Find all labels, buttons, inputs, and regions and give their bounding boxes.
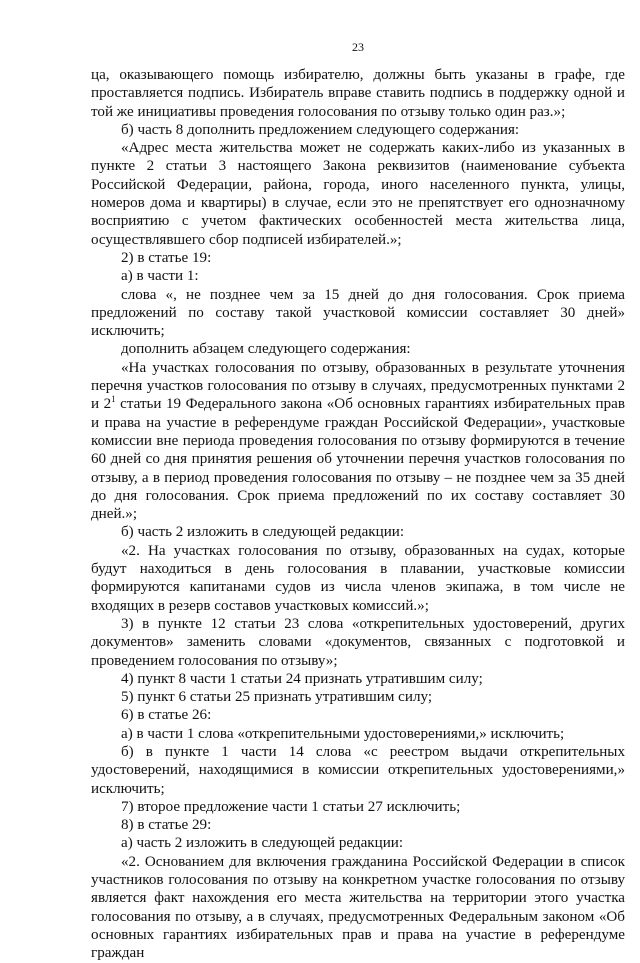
paragraph-text: статьи 19 Федерального закона «Об основных гарантиях избирательных прав и права на участие в референдуме граждан Российской Федерации», участковые комиссии вне периода проведения голосования по отзыву формируются в течение 60 дней со дня принятия решения об уточнении перечня участков голосования по отзыву, а в период проведения голосования по отзыву – не позднее чем за 35 дней до дня голосования. Срок приема предложений по их составу составляет 30 дней.»; <box>91 396 625 523</box>
paragraph: 4) пункт 8 части 1 статьи 24 признать утратившим силу; <box>121 670 483 687</box>
paragraph: «2. На участках голосования по отзыву, образованных на судах, которые будут находиться в день голосования в плавании, участковые комиссии формируются капитанами судов из числа членов экипажа, в том числе не входящих в резерв составов участковых комиссий.»; <box>91 542 625 614</box>
document-body <box>91 66 625 963</box>
page-number: 23 <box>352 40 364 54</box>
paragraph: а) в части 1: <box>121 268 199 285</box>
paragraph: б) часть 8 дополнить предложением следующего содержания: <box>121 121 520 138</box>
superscript: 1 <box>111 394 116 405</box>
paragraph: «Адрес места жительства может не содержать каких-либо из указанных в пункте 2 статьи 3 настоящего Закона реквизитов (наименование субъекта Российской Федерации, района, города, иного населенного пункта, улицы, номеров дома и квартиры) в случае, если это не препятствует его однозначному восприятию с учетом фактических особенностей места жительства лица, осуществлявшего сбор подписей избирателей.»; <box>91 140 625 248</box>
paragraph: б) часть 2 изложить в следующей редакции: <box>121 524 405 541</box>
paragraph <box>91 359 625 524</box>
paragraph: 5) пункт 6 статьи 25 признать утратившим силу; <box>121 689 433 706</box>
paragraph: 3) в пункте 12 статьи 23 слова «открепительных удостоверений, других документов» заменить словами «документов, связанных с подготовкой и проведением голосования по отзыву»; <box>91 615 625 669</box>
paragraph: 7) второе предложение части 1 статьи 27 исключить; <box>121 798 461 815</box>
paragraph: дополнить абзацем следующего содержания: <box>121 341 411 358</box>
paragraph: 6) в статье 26: <box>121 707 212 724</box>
paragraph: а) часть 2 изложить в следующей редакции: <box>121 835 404 852</box>
paragraph-text: «На участках голосования по отзыву, образованных в результате уточнения перечня участков голосования по отзыву в случаях, предусмотренных пунктами 2 и 2 <box>91 359 625 413</box>
paragraph: а) в части 1 слова «открепительными удостоверениями,» исключить; <box>121 725 565 742</box>
paragraph: слова «, не позднее чем за 15 дней до дня голосования. Срок приема предложений по составу такой участковой комиссии составляет 30 дней» исключить; <box>91 286 625 340</box>
paragraph: б) в пункте 1 части 14 слова «с реестром выдачи открепительных удостоверений, находящимися в комиссии открепительных удостоверениями,» исключить; <box>91 743 625 797</box>
paragraph: 2) в статье 19: <box>121 249 212 266</box>
paragraph: ца, оказывающего помощь избирателю, должны быть указаны в графе, где проставляется подпись. Избиратель вправе ставить подпись в поддержку одной и той же инициативы проведения голосования по отзыву только один раз.»; <box>91 67 625 120</box>
paragraph: «2. Основанием для включения гражданина Российской Федерации в список участников голосования по отзыву на конкретном участке голосования по отзыву является факт нахождения его места жительства на территории этого участка голосования по отзыву, а в случаях, предусмотренных Федеральным законом «Об основных гарантиях избирательных прав и права на участие в референдуме граждан <box>91 853 625 962</box>
paragraph: 8) в статье 29: <box>121 817 212 834</box>
